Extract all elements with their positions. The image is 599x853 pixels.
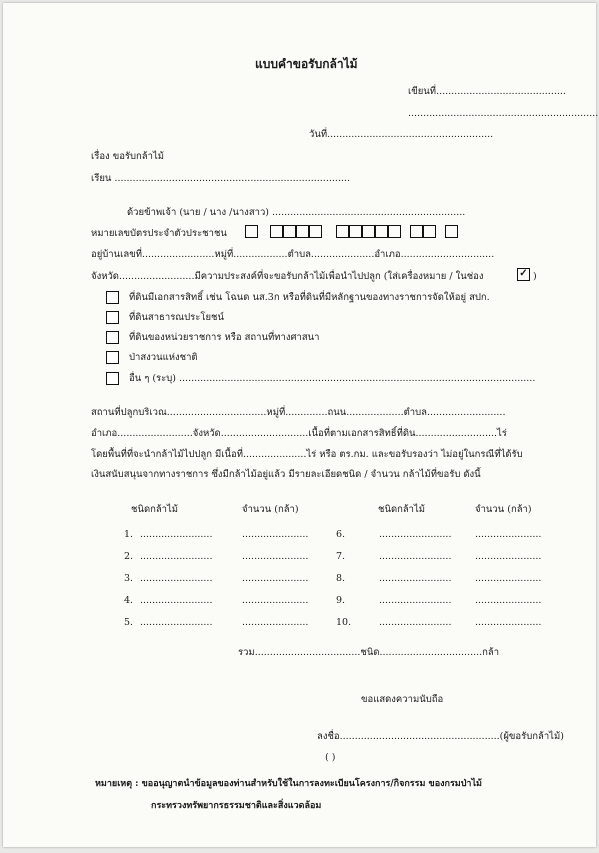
tree-qty-field[interactable]: ......................: [242, 617, 309, 628]
purpose-text: จังหวัด.........................มีความประสงค์ที่จะขอรับกล้าไม้เพื่อนำไปปลูก (ใส่เครื่องหมาย / ในช่อง: [91, 271, 484, 282]
id-digit-box[interactable]: [245, 225, 258, 238]
id-digit-box[interactable]: [423, 225, 436, 238]
id-digit-box[interactable]: [349, 225, 362, 238]
tree-qty-field[interactable]: ......................: [475, 617, 542, 628]
option-label: ที่ดินสาธารณประโยชน์: [129, 312, 224, 323]
date-field[interactable]: วันที่.......................................................: [309, 129, 494, 140]
tree-qty-field[interactable]: ......................: [475, 595, 542, 606]
signature-field[interactable]: ลงชื่อ.....................................................(ผู้ขอรับกล้าไม้): [317, 731, 564, 742]
col-header-type-left: ชนิดกล้าไม้: [131, 504, 179, 515]
row-number: 9.: [336, 595, 346, 606]
id-digit-box[interactable]: [362, 225, 375, 238]
planting-district-field[interactable]: อำเภอ.........................จังหวัด.............................เนื้อที่ตามเอกสารสิทธิ์ที่ดิน...........................ไร่: [91, 428, 507, 439]
col-header-qty-left: จำนวน (กล้า): [242, 504, 299, 515]
written-at-field[interactable]: เขียนที่...........................................: [408, 86, 566, 97]
form-page: [3, 3, 599, 847]
note-text: หมายเหตุ : ขออนุญาตนำข้อมูลของท่านสำหรับใช้ในการลงทะเบียนโครงการ/กิจกรรม ของกรมป่าไม้: [95, 779, 482, 789]
col-header-type-right: ชนิดกล้าไม้: [378, 504, 426, 515]
row-number: 2.: [124, 551, 134, 562]
option-checkbox-government-land[interactable]: [106, 331, 119, 344]
tree-type-field[interactable]: ........................: [140, 573, 213, 584]
option-label: ป่าสงวนแห่งชาติ: [129, 352, 198, 363]
tree-qty-field[interactable]: ......................: [475, 551, 542, 562]
col-header-qty-right: จำนวน (กล้า): [475, 504, 532, 515]
option-checkbox-other[interactable]: [106, 372, 119, 385]
row-number: 1.: [124, 529, 134, 540]
id-digit-box[interactable]: [309, 225, 322, 238]
applicant-name-field[interactable]: ด้วยข้าพเจ้า (นาย / นาง /นางสาว) ................................................................: [127, 207, 466, 218]
row-number: 4.: [124, 595, 134, 606]
tree-qty-field[interactable]: ......................: [475, 529, 542, 540]
id-digit-box[interactable]: [336, 225, 349, 238]
option-checkbox-deed-land[interactable]: [106, 291, 119, 304]
planting-area-field[interactable]: โดยพื้นที่ที่จะนำกล้าไม้ไปปลูก มีเนื้อที่.....................ไร่ หรือ ตร.กม. และขอรับรองว่า ไม่อยู่ในกรณีที่ได้รับ: [91, 449, 523, 460]
option-label: ที่ดินมีเอกสารสิทธิ์ เช่น โฉนด นส.3ก หรือที่ดินที่มีหลักฐานของทางราชการจัดให้อยู่ สปก.: [129, 292, 490, 303]
note-text-ministry: กระทรวงทรัพยากรธรรมชาติและสิ่งแวดล้อม: [151, 801, 322, 811]
signature-name-parentheses[interactable]: ( ): [325, 752, 336, 763]
row-number: 6.: [336, 529, 346, 540]
tree-type-field[interactable]: ........................: [140, 617, 213, 628]
id-digit-box[interactable]: [375, 225, 388, 238]
id-digit-box[interactable]: [410, 225, 423, 238]
closing-respect: ขอแสดงความนับถือ: [361, 694, 444, 705]
tree-qty-field[interactable]: ......................: [242, 529, 309, 540]
tree-qty-field[interactable]: ......................: [242, 551, 309, 562]
option-checkbox-national-forest[interactable]: [106, 351, 119, 364]
tree-qty-field[interactable]: ......................: [475, 573, 542, 584]
check-mark-icon: ✓: [517, 268, 530, 281]
row-number: 8.: [336, 573, 346, 584]
option-label: ที่ดินของหน่วยราชการ หรือ สถานที่ทางศาสนา: [129, 332, 320, 343]
tree-type-field[interactable]: ........................: [379, 617, 452, 628]
tree-type-field[interactable]: ........................: [140, 551, 213, 562]
id-digit-box[interactable]: [296, 225, 309, 238]
tree-type-field[interactable]: ........................: [140, 529, 213, 540]
id-digit-box[interactable]: [283, 225, 296, 238]
row-number: 3.: [124, 573, 134, 584]
tree-type-field[interactable]: ........................: [379, 595, 452, 606]
recipient-field[interactable]: เรียน ..............................................................................: [91, 173, 350, 184]
planting-location-field[interactable]: สถานที่ปลูกบริเวณ.................................หมู่ที่..............ถนน...................ตำบล..........................: [91, 407, 506, 418]
total-field[interactable]: รวม...................................ชนิด..................................กล้า: [238, 647, 500, 658]
tree-type-field[interactable]: ........................: [379, 573, 452, 584]
id-number-label: หมายเลขบัตรประจำตัวประชาชน: [91, 228, 227, 239]
id-digit-box[interactable]: [445, 225, 458, 238]
row-number: 10.: [336, 617, 352, 628]
tree-type-field[interactable]: ........................: [379, 551, 452, 562]
row-number: 5.: [124, 617, 134, 628]
option-checkbox-public-land[interactable]: [106, 311, 119, 324]
tree-type-field[interactable]: ........................: [379, 529, 452, 540]
tree-qty-field[interactable]: ......................: [242, 573, 309, 584]
form-title: แบบคำขอรับกล้าไม้: [255, 57, 358, 71]
id-digit-box[interactable]: [388, 225, 401, 238]
subject-line: เรื่อง ขอรับกล้าไม้: [91, 151, 164, 162]
written-at-field-line2[interactable]: ...............................................................: [408, 108, 599, 119]
option-label-other[interactable]: อื่น ๆ (ระบุ) ......................................................................................................................: [129, 373, 536, 384]
planting-statement: เงินสนับสนุนจากทางราชการ ซึ่งมีกล้าไม้อยู่แล้ว มีรายละเอียดชนิด / จำนวน กล้าไม้ที่ขอรับ ดังนี้: [91, 469, 481, 480]
id-digit-box[interactable]: [270, 225, 283, 238]
tree-type-field[interactable]: ........................: [140, 595, 213, 606]
row-number: 7.: [336, 551, 346, 562]
address-field[interactable]: อยู่บ้านเลขที่........................หมู่ที่..................ตำบล.....................อำเภอ...............................: [91, 249, 495, 260]
purpose-text-end: ): [533, 271, 537, 282]
tree-qty-field[interactable]: ......................: [242, 595, 309, 606]
